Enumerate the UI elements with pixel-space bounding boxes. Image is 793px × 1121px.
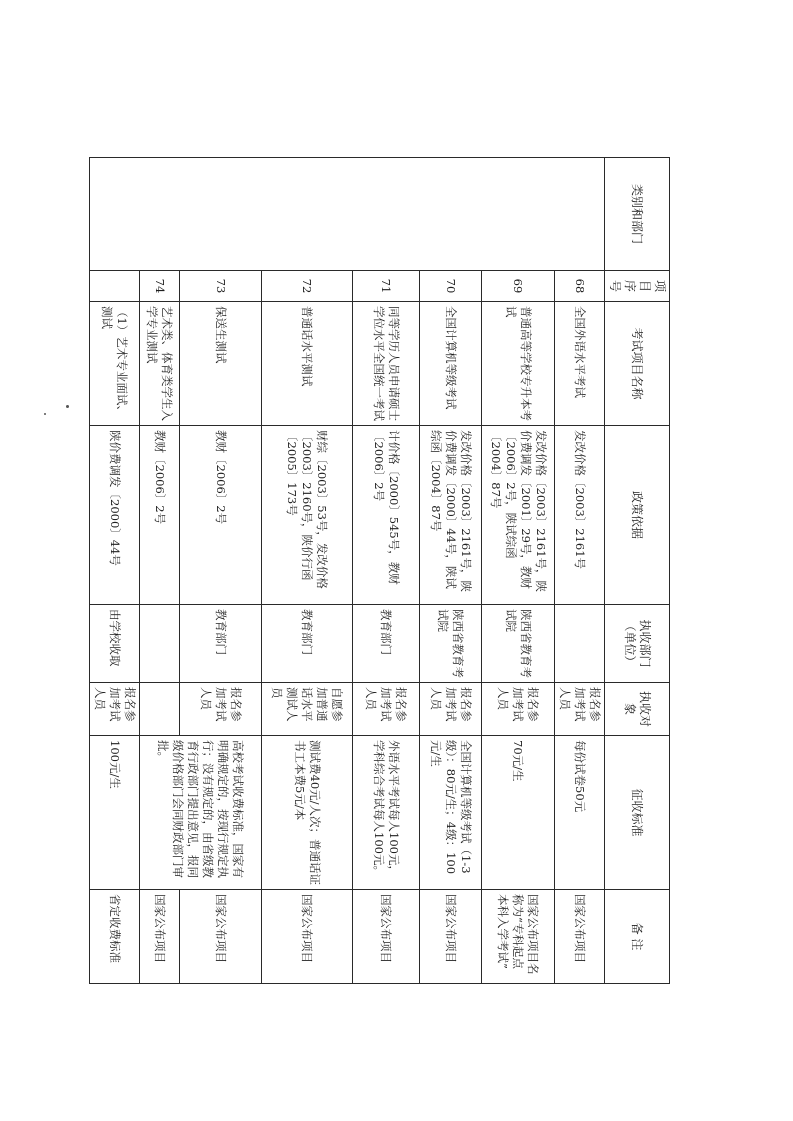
row-dept: 由学校收取	[90, 605, 140, 683]
row-name: 全国外语水平考试	[555, 302, 605, 426]
scan-speck	[66, 405, 69, 408]
row-dept	[555, 605, 605, 683]
row-note: 国家公布项目	[180, 890, 262, 984]
header-row	[605, 158, 670, 984]
row-basis: 财综〔2003〕53号，发改价格〔2003〕2160号，陕价行函〔2005〕173号	[262, 426, 353, 605]
row-note: 国家公布项目	[555, 890, 605, 984]
row-target: 自愿参加普通话水平测试人员	[262, 683, 353, 736]
row-target	[140, 683, 180, 736]
table-row	[482, 158, 555, 984]
row-standard: 70元/生	[482, 736, 555, 890]
document-page	[93, 157, 670, 983]
header-standard: 征收标准	[605, 736, 670, 890]
row-target: 报名参加考试人员	[420, 683, 482, 736]
row-dept: 教育部门	[353, 605, 420, 683]
row-num: 71	[353, 271, 420, 302]
row-num: 73	[180, 271, 262, 302]
row-standard: 每份试卷50元	[555, 736, 605, 890]
row-basis: 计价格〔2000〕545号，教财〔2006〕2号	[353, 426, 420, 605]
row-basis: 发改价格〔2003〕2161号，陕价费调发〔2000〕44号，陕试综函〔2004〕87号	[420, 426, 482, 605]
header-name: 考试项目名称	[605, 302, 670, 426]
header-num: 项目序号	[605, 271, 670, 302]
table-row	[353, 158, 420, 984]
table-row	[262, 158, 353, 984]
fee-table	[89, 157, 670, 984]
row-target: 报名参加考试人员	[555, 683, 605, 736]
row-name: 全国计算机等级考试	[420, 302, 482, 426]
row-num	[90, 271, 140, 302]
row-standard: 高校考试收费标准，国家有明确规定的，按现行规定执行；没有规定的，由省级教育行政部门提出意见，报同级价格部门会同财政部门审批。	[140, 736, 262, 890]
header-dept: 执收部门（单位）	[605, 605, 670, 683]
table-row	[420, 158, 482, 984]
table-row	[90, 158, 140, 984]
row-standard: 测试费40元/人次；普通话证书工本费5元/本	[262, 736, 353, 890]
row-dept: 教育部门	[180, 605, 262, 683]
row-basis: 陕价费调发〔2000〕44号	[90, 426, 140, 605]
header-basis: 政策依据	[605, 426, 670, 605]
row-note: 省定收费标准	[90, 890, 140, 984]
table-row	[555, 158, 605, 984]
row-basis: 教财〔2006〕2号	[140, 426, 180, 605]
row-note: 国家公布项目	[353, 890, 420, 984]
header-note: 备 注	[605, 890, 670, 984]
table-row	[180, 158, 262, 984]
row-num: 74	[140, 271, 180, 302]
rotated-table-container	[93, 157, 670, 983]
row-name: 同等学历人员申请硕士学位水平全国统一考试	[353, 302, 420, 426]
row-standard: 100元/生	[90, 736, 140, 890]
row-dept: 陕西省教育考试院	[420, 605, 482, 683]
row-target: 报名参加考试人员	[482, 683, 555, 736]
row-num: 70	[420, 271, 482, 302]
category-cell	[90, 158, 605, 271]
row-note: 国家公布项目	[262, 890, 353, 984]
row-name: 普通高等学校专升本考试	[482, 302, 555, 426]
row-note: 国家公布项目	[140, 890, 180, 984]
row-dept: 陕西省教育考试院	[482, 605, 555, 683]
row-target: 报名参加考试人员	[180, 683, 262, 736]
scan-speck	[44, 413, 46, 415]
row-num: 72	[262, 271, 353, 302]
row-name: 保送生测试	[180, 302, 262, 426]
row-name: 艺术类、体育类学生入学专业测试	[140, 302, 180, 426]
row-note: 国家公布项目名称为“专科起点本科入学考试”	[482, 890, 555, 984]
row-standard: 全国计算机等级考试（1-3级）：80元/生；4级：100元/生	[420, 736, 482, 890]
header-target: 执收对象	[605, 683, 670, 736]
row-dept	[140, 605, 180, 683]
row-dept: 教育部门	[262, 605, 353, 683]
header-category: 类别和部门	[605, 158, 670, 271]
row-name: 普通话水平测试	[262, 302, 353, 426]
row-basis: 发改价格〔2003〕2161号，陕价费调发〔2001〕29号，教财〔2006〕2号，陕试综函〔2004〕87号	[482, 426, 555, 605]
row-num: 68	[555, 271, 605, 302]
row-target: 报名参加考试人员	[90, 683, 140, 736]
row-standard: 外语水平考试每人100元，学科综合考试每人100元。	[353, 736, 420, 890]
row-basis: 发改价格〔2003〕2161号	[555, 426, 605, 605]
row-basis: 教财〔2006〕2号	[180, 426, 262, 605]
row-note: 国家公布项目	[420, 890, 482, 984]
row-num: 69	[482, 271, 555, 302]
row-target: 报名参加考试人员	[353, 683, 420, 736]
row-name: （1）艺术专业面试、测试	[90, 302, 140, 426]
